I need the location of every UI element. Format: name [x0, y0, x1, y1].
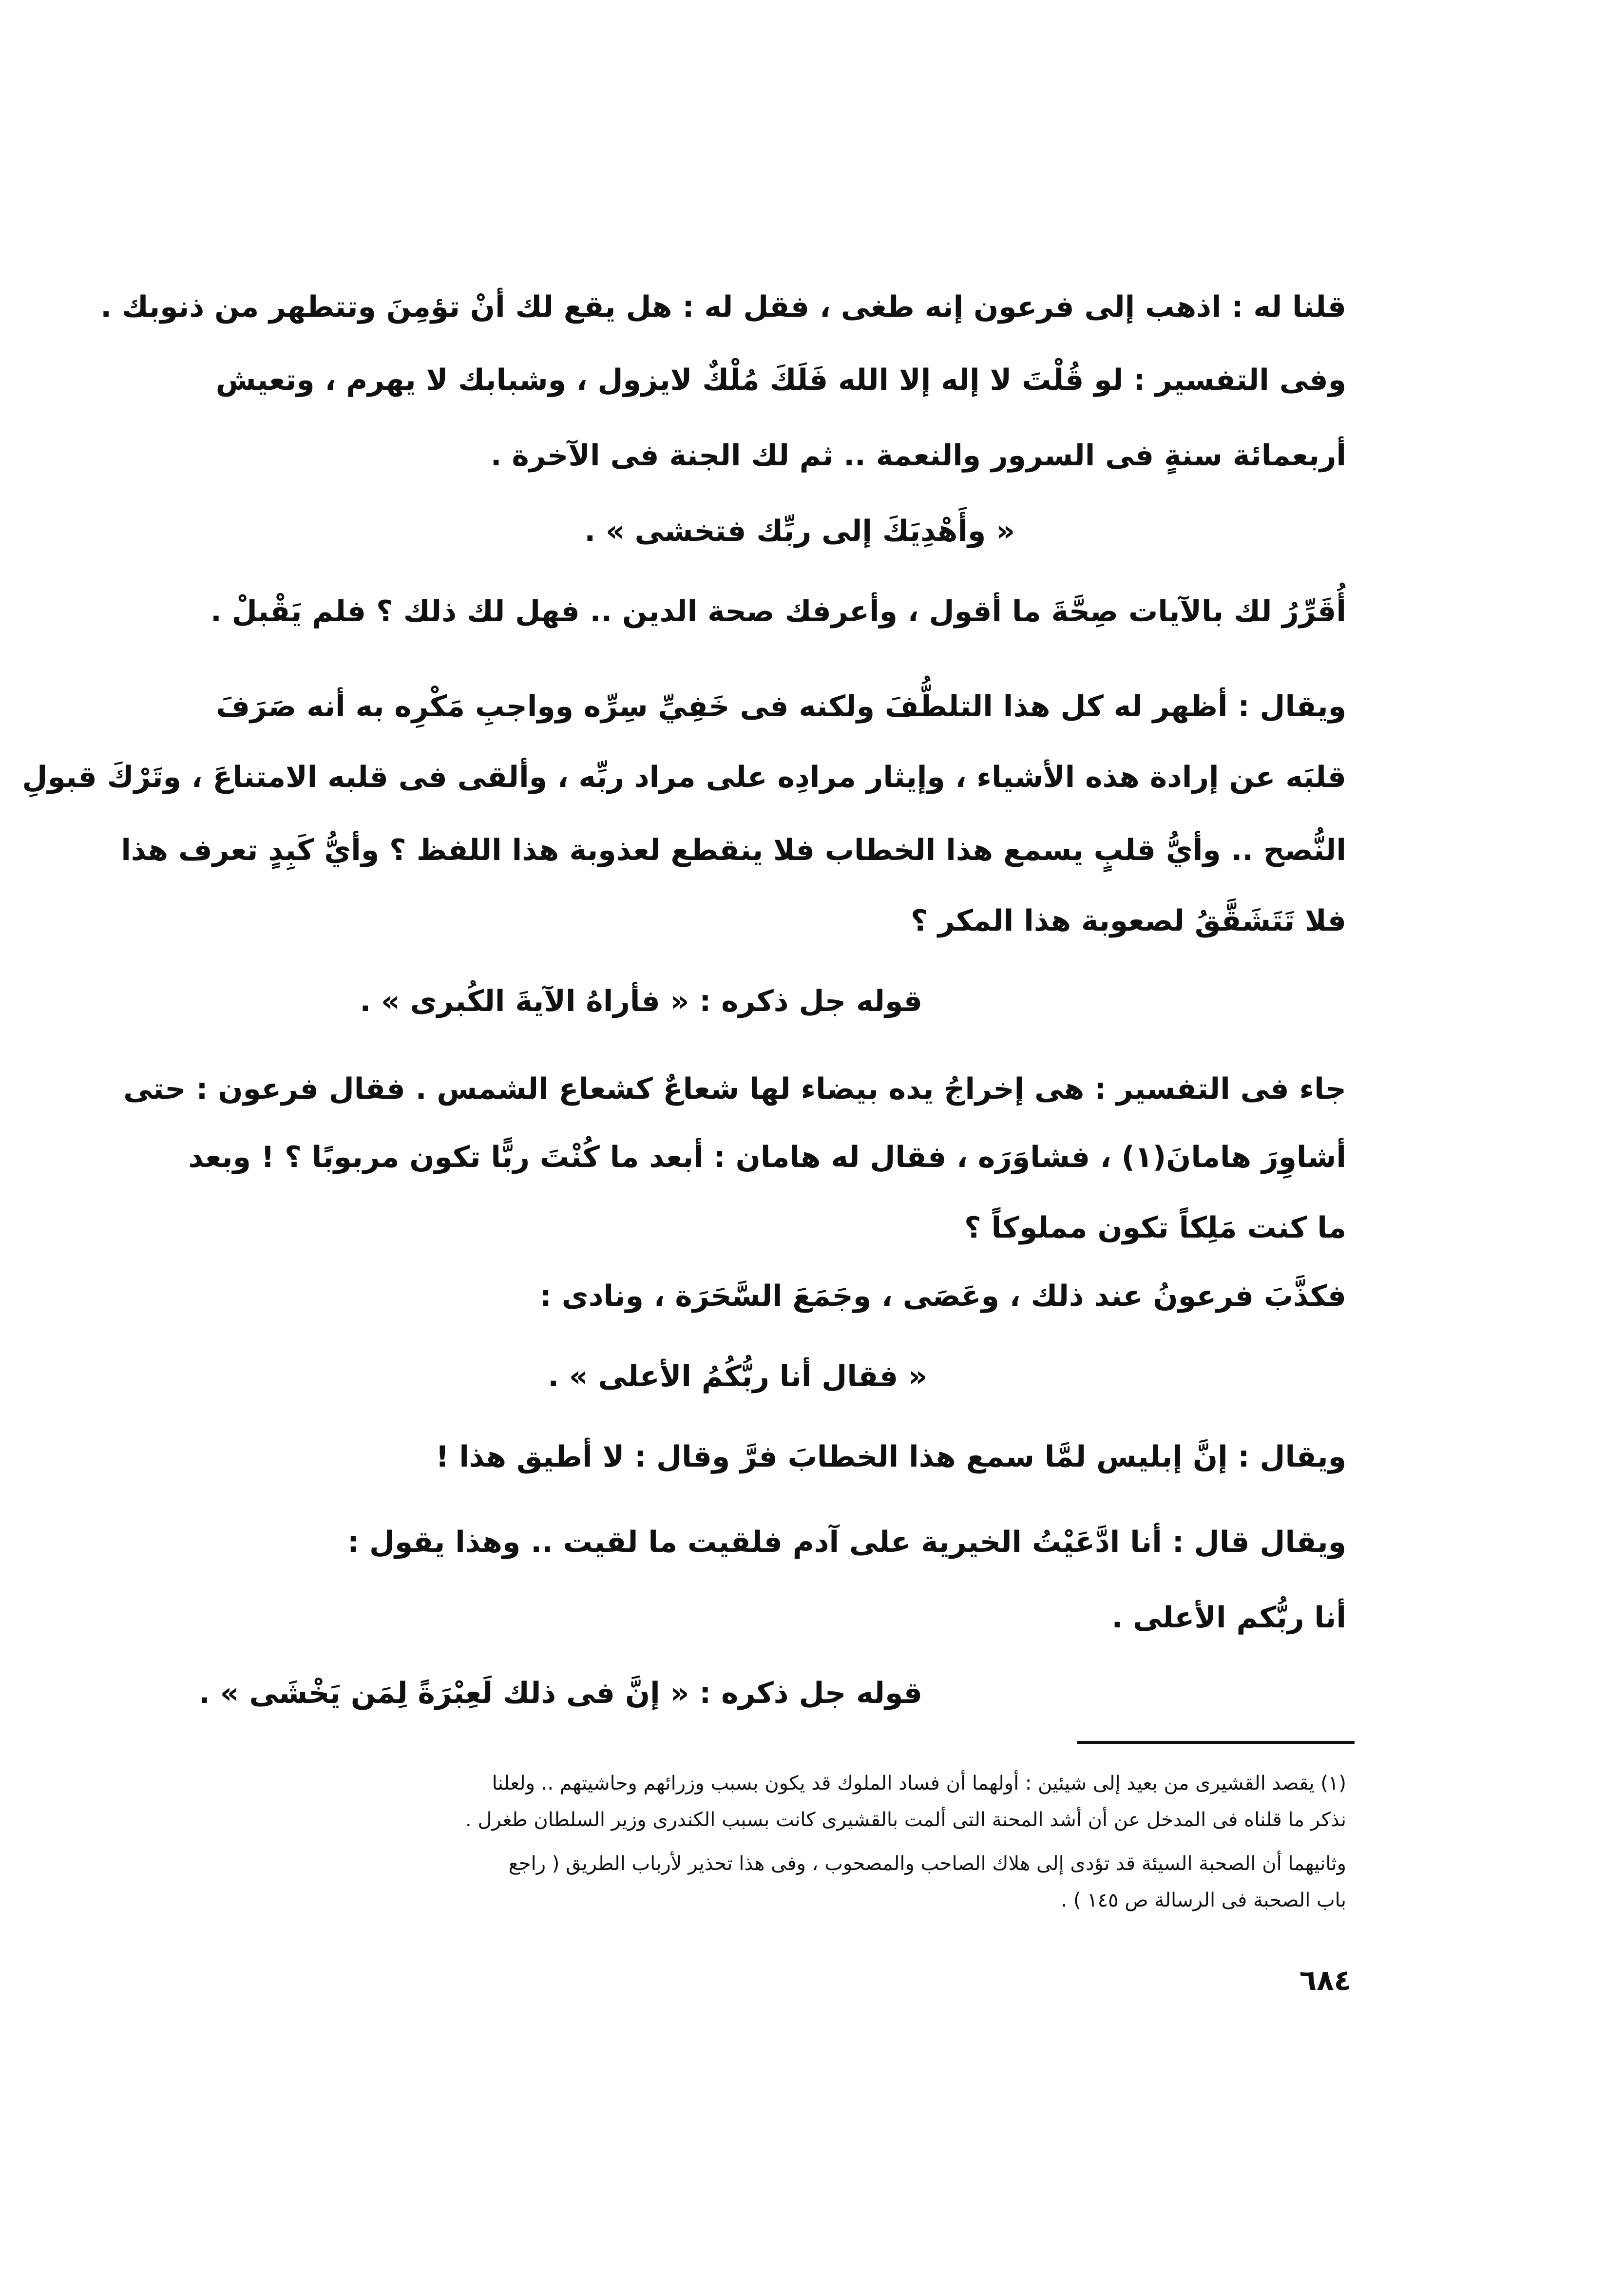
text-line: قلنا له : اذهب إلى فرعون إنه طغى ، فقل له : هل يقع لك أنْ تؤمِنَ وتتطهر من ذنوبك .: [100, 290, 1346, 324]
text-line: أُقَرِّرُ لك بالآيات صِحَّةَ ما أقول ، وأعرفك صحة الدين .. فهل لك ذلك ؟ فلم يَقْبلْ .: [210, 594, 1346, 629]
footnote-line: باب الصحبة فى الرسالة ص ١٤٥ ) .: [1061, 1889, 1346, 1911]
text-line: قلبَه عن إرادة هذه الأشياء ، وإيثار مرادِه على مراد ربِّه ، وألقى فى قلبه الامتناعَ ، وتَرْكَ قبولِ: [22, 760, 1346, 794]
text-line: أربعمائة سنةٍ فى السرور والنعمة .. ثم لك الجنة فى الآخرة .: [490, 439, 1346, 473]
text-line: ويقال : إنَّ إبليس لمَّا سمع هذا الخطابَ فرَّ وقال : لا أطيق هذا !: [436, 1440, 1346, 1474]
footnote-line: نذكر ما قلناه فى المدخل عن أن أشد المحنة التى ألمت بالقشيرى كانت بسبب الكندرى وزير السلطان طغرل .: [465, 1809, 1346, 1831]
text-line: ما كنت مَلِكاً تكون مملوكاً ؟: [964, 1211, 1346, 1245]
footnote-separator: [1077, 1741, 1355, 1744]
text-line: وفى التفسير : لو قُلْتَ لا إله إلا الله فَلَكَ مُلْكٌ لايزول ، وشبابك لا يهرم ، وتعيش: [215, 363, 1346, 397]
text-line: جاء فى التفسير : هى إخراجُ يده بيضاء لها شعاعٌ كشعاع الشمس . فقال فرعون : حتى: [123, 1072, 1346, 1106]
verse-line: « فقال أنا ربُّكُمُ الأعلى » .: [548, 1359, 927, 1394]
text-line: ويقال قال : أنا ادَّعَيْتُ الخيرية على آدم فلقيت ما لقيت .. وهذا يقول :: [347, 1525, 1346, 1559]
text-line: أشاوِرَ هامانَ(١) ، فشاوَرَه ، فقال له هامان : أبعد ما كُنْتَ ربًّا تكون مربوبًا ؟ ! وبعد: [188, 1140, 1346, 1174]
text-line: ويقال : أظهر له كل هذا التلطُّفَ ولكنه فى خَفِيِّ سِرِّه وواجبِ مَكْرِه به أنه صَرَفَ: [216, 689, 1346, 724]
verse-heading: قوله جل ذكره : « فأراهُ الآيةَ الكُبرى » .: [360, 984, 922, 1018]
footnote-line: وثانيهما أن الصحبة السيئة قد تؤدى إلى هلاك الصاحب والمصحوب ، وفى هذا تحذير لأرباب الطريق ( راجع: [508, 1852, 1346, 1875]
text-line: فكذَّبَ فرعونُ عند ذلك ، وعَصَى ، وجَمَعَ السَّحَرَة ، ونادى :: [539, 1279, 1346, 1313]
text-line: النُّصح .. وأيُّ قلبٍ يسمع هذا الخطاب فلا ينقطع لعذوبة هذا اللفظ ؟ وأيُّ كَبِدٍ تعرف هذا: [121, 833, 1346, 867]
verse-heading: قوله جل ذكره : « إنَّ فى ذلك لَعِبْرَةً لِمَن يَخْشَى » .: [199, 1676, 922, 1710]
page-number: ٦٨٤: [1299, 1964, 1351, 1997]
verse-line: « وأَهْدِيَكَ إلى ربِّك فتخشى » .: [584, 514, 1015, 548]
footnote-line: (١) يقصد القشيرى من بعيد إلى شيئين : أولهما أن فساد الملوك قد يكون بسبب وزرائهم وحاشيتهم .. ولعلنا: [492, 1772, 1346, 1795]
text-line: فلا تَتَشَقَّقُ لصعوبة هذا المكر ؟: [911, 904, 1346, 938]
text-line: أنا ربُّكم الأعلى .: [1111, 1601, 1346, 1635]
